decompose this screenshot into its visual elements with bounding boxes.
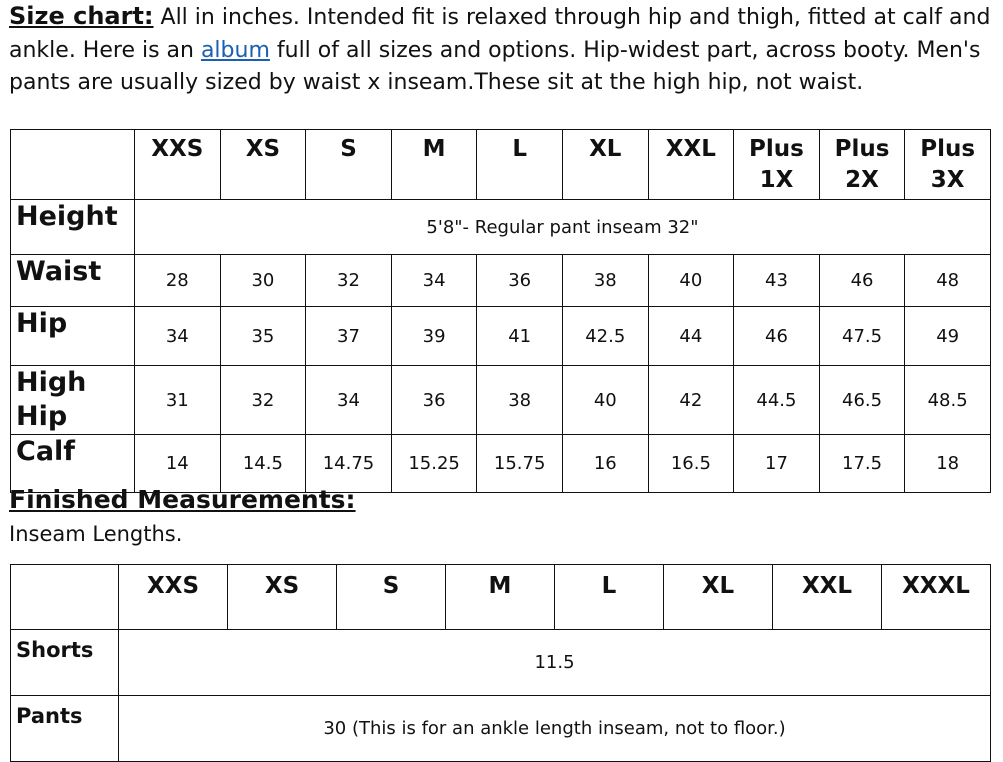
hip-value: 37 <box>306 307 392 366</box>
high-hip-value: 38 <box>477 366 563 435</box>
corner-cell <box>11 130 135 200</box>
finished-measurements-heading: Finished Measurements: <box>9 485 356 514</box>
intro-paragraph <box>9 0 994 100</box>
high-hip-value: 40 <box>562 366 648 435</box>
high-hip-value: 42 <box>648 366 734 435</box>
pants-label: Pants <box>11 696 119 762</box>
calf-value: 16.5 <box>648 435 734 493</box>
waist-value: 34 <box>391 255 477 307</box>
size-chart-heading: Size chart: <box>9 2 154 30</box>
hip-value: 39 <box>391 307 477 366</box>
hip-value: 47.5 <box>819 307 905 366</box>
inseam-header-xxl: XXL <box>773 565 882 630</box>
hip-row <box>11 307 991 366</box>
waist-label: Waist <box>11 255 135 307</box>
size-header-s: S <box>306 130 392 200</box>
pants-value: 30 (This is for an ankle length inseam, not to floor.) <box>119 696 991 762</box>
calf-value: 17 <box>734 435 820 493</box>
high-hip-value: 46.5 <box>819 366 905 435</box>
album-link[interactable]: album <box>200 37 270 63</box>
size-header-xs: XS <box>220 130 306 200</box>
size-header-xxs: XXS <box>135 130 221 200</box>
waist-value: 43 <box>734 255 820 307</box>
shorts-label: Shorts <box>11 630 119 696</box>
hip-value: 42.5 <box>562 307 648 366</box>
shorts-row <box>11 630 991 696</box>
hip-value: 49 <box>905 307 991 366</box>
shorts-value: 11.5 <box>119 630 991 696</box>
size-header-plus-3x: Plus 3X <box>905 130 991 200</box>
hip-value: 46 <box>734 307 820 366</box>
high-hip-value: 31 <box>135 366 221 435</box>
size-chart-table <box>10 129 991 493</box>
inseam-header-xxs: XXS <box>119 565 228 630</box>
waist-row <box>11 255 991 307</box>
calf-value: 18 <box>905 435 991 493</box>
high-hip-value: 36 <box>391 366 477 435</box>
calf-value: 14 <box>135 435 221 493</box>
size-header-m: M <box>391 130 477 200</box>
calf-value: 14.5 <box>220 435 306 493</box>
inseam-header-xs: XS <box>228 565 337 630</box>
hip-value: 41 <box>477 307 563 366</box>
waist-value: 48 <box>905 255 991 307</box>
corner-cell <box>11 565 119 630</box>
inseam-lengths-subheading: Inseam Lengths. <box>9 522 183 546</box>
waist-value: 32 <box>306 255 392 307</box>
calf-value: 15.75 <box>477 435 563 493</box>
high-hip-label: High Hip <box>11 366 135 435</box>
high-hip-value: 32 <box>220 366 306 435</box>
high-hip-value: 34 <box>306 366 392 435</box>
high-hip-row <box>11 366 991 435</box>
size-header-xl: XL <box>562 130 648 200</box>
inseam-header-row <box>11 565 991 630</box>
height-row <box>11 200 991 255</box>
high-hip-value: 48.5 <box>905 366 991 435</box>
waist-value: 38 <box>562 255 648 307</box>
hip-value: 35 <box>220 307 306 366</box>
calf-label: Calf <box>11 435 135 493</box>
calf-row <box>11 435 991 493</box>
size-header-xxl: XXL <box>648 130 734 200</box>
inseam-header-s: S <box>337 565 446 630</box>
waist-value: 40 <box>648 255 734 307</box>
inseam-header-l: L <box>555 565 664 630</box>
size-header-l: L <box>477 130 563 200</box>
height-label: Height <box>11 200 135 255</box>
high-hip-value: 44.5 <box>734 366 820 435</box>
intro-text-1: All in inches. Intended fit is relaxed through hip and thigh, fitted at calf and ankle. Here is an <box>9 5 991 63</box>
inseam-table <box>10 564 991 762</box>
waist-value: 36 <box>477 255 563 307</box>
inseam-header-m: M <box>446 565 555 630</box>
height-value: 5'8"- Regular pant inseam 32" <box>135 200 991 255</box>
calf-value: 16 <box>562 435 648 493</box>
hip-value: 34 <box>135 307 221 366</box>
waist-value: 30 <box>220 255 306 307</box>
waist-value: 28 <box>135 255 221 307</box>
inseam-header-xxxl: XXXL <box>882 565 991 630</box>
calf-value: 14.75 <box>306 435 392 493</box>
intro-text-2: full of all sizes and options. Hip-widest part, across booty. Men's pants are usually sized by waist x inseam.These sit at the high hip, not waist. <box>9 37 981 95</box>
size-header-row <box>11 130 991 200</box>
size-header-plus-2x: Plus 2X <box>819 130 905 200</box>
hip-value: 44 <box>648 307 734 366</box>
size-header-plus-1x: Plus 1X <box>734 130 820 200</box>
calf-value: 17.5 <box>819 435 905 493</box>
calf-value: 15.25 <box>391 435 477 493</box>
waist-value: 46 <box>819 255 905 307</box>
hip-label: Hip <box>11 307 135 366</box>
inseam-header-xl: XL <box>664 565 773 630</box>
